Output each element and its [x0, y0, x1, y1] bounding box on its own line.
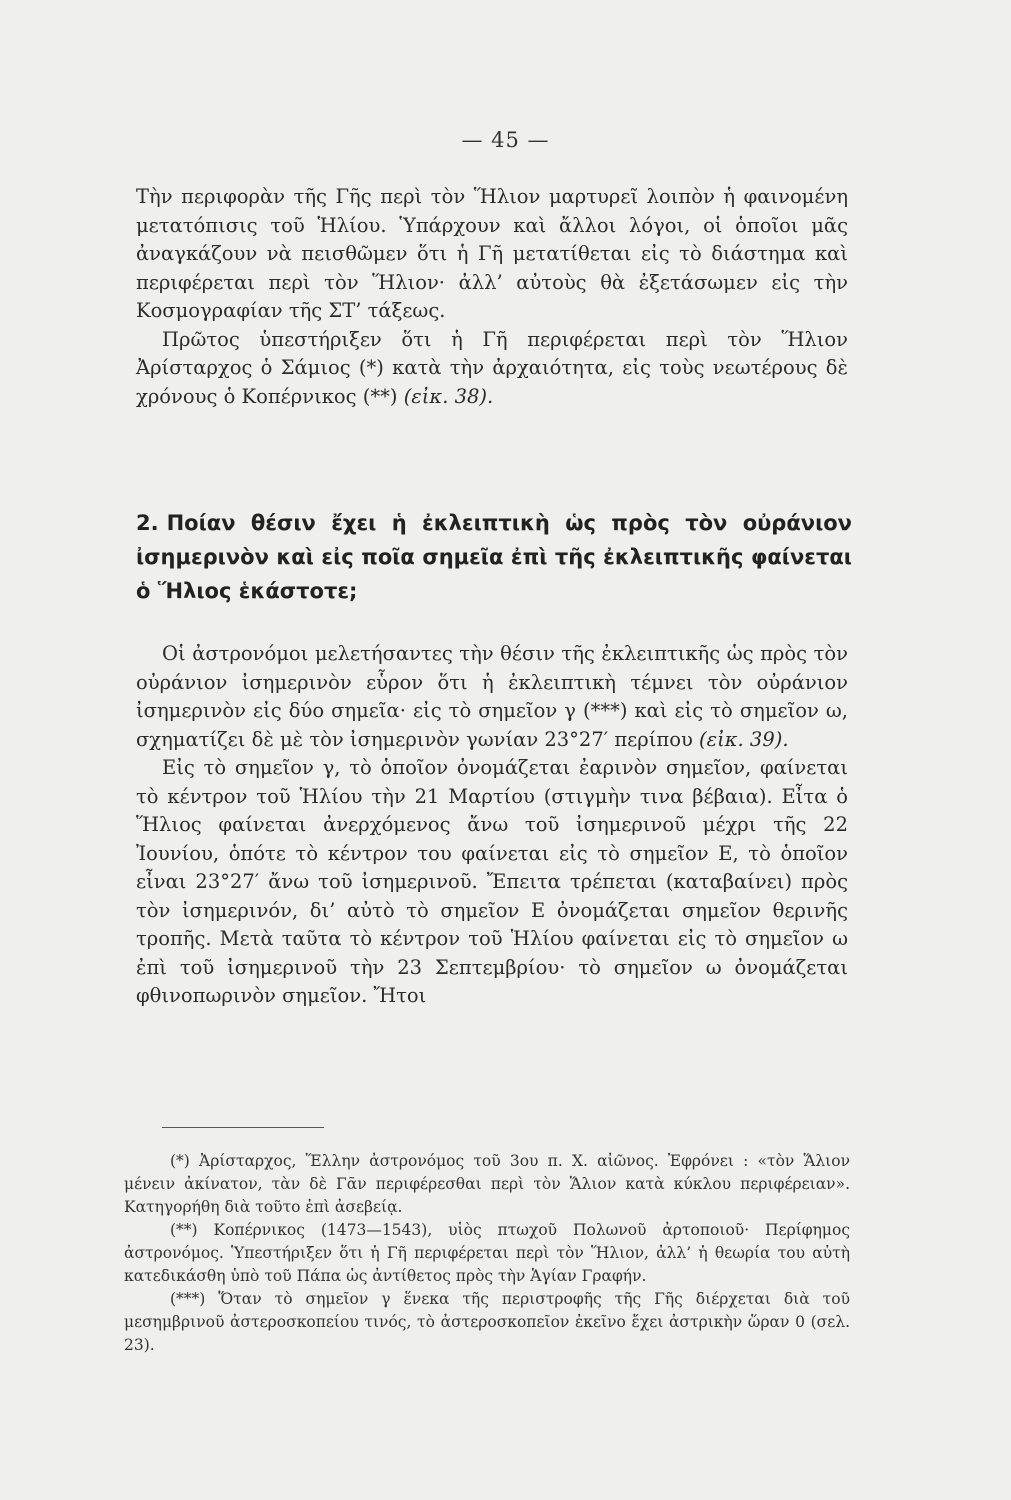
question-number: 2. [136, 511, 159, 535]
footnote-copernicus: (**) Κοπέρνικος (1473—1543), υἱὸς πτωχοῦ Πολωνοῦ ἀρτοποιοῦ· Περίφημος ἀστρονόμος. Ὑπεστήριξεν ὅτι ἡ Γῆ περιφέρεται περὶ τὸν Ἥλιον, ἀλλ’ ἡ θεωρία του αὐτὴ κατεδικάσθη ὑπὸ τοῦ Πάπα ὡς ἀντίθετος πρὸς τὴν Ἁγίαν Γραφήν. [124, 1221, 850, 1285]
figure-reference-39: (εἰκ. 39). [699, 727, 789, 751]
answer-paragraph-1 [136, 640, 848, 754]
footnote-divider [162, 1127, 324, 1128]
answer-paragraph-2: Εἰς τὸ σημεῖον γ, τὸ ὁποῖον ὀνομάζεται ἐαρινὸν σημεῖον, φαίνεται τὸ κέντρον τοῦ Ἡλίου τὴν 21 Μαρτίου (στιγμὴν τινα βέβαια). Εἶτα ὁ Ἥλιος φαίνεται ἀνερχόμενος ἄνω τοῦ ἰσημερινοῦ μέχρι τῆς 22 Ἰουνίου, ὁπότε τὸ κέντρον του φαίνεται εἰς τὸ σημεῖον Ε, τὸ ὁποῖον εἶναι 23°27′ ἄνω τοῦ ἰσημερινοῦ. Ἔπειτα τρέπεται (καταβαίνει) πρὸς τὸν ἰσημερινόν, δι’ αὐτὸ τὸ σημεῖον Ε ὀνομάζεται σημεῖον θερινῆς τροπῆς. Μετὰ ταῦτα τὸ κέντρον τοῦ Ἡλίου φαίνεται εἰς τὸ σημεῖον ω ἐπὶ τοῦ ἰσημερινοῦ τὴν 23 Σεπτεμβρίου· τὸ σημεῖον ω ὀνομάζεται φθινοπωρινὸν σημεῖον. Ἤτοι [136, 756, 848, 1007]
intro-paragraph-2 [136, 326, 848, 412]
question-text: Ποίαν θέσιν ἔχει ἡ ἐκλειπτικὴ ὡς πρὸς τὸν οὐράνιον ἰσημερινὸν καὶ εἰς ποῖα σημεῖα ἐπὶ τῆς ἐκλειπτικῆς φαίνεται ὁ Ἥλιος ἑκάστοτε; [136, 511, 852, 603]
intro-paragraph-1: Τὴν περιφορὰν τῆς Γῆς περὶ τὸν Ἥλιον μαρτυρεῖ λοιπὸν ἡ φαινομένη μετατόπισις τοῦ Ἡλίου. Ὑπάρχουν καὶ ἄλλοι λόγοι, οἱ ὁποῖοι μᾶς ἀναγκάζουν νὰ πεισθῶμεν ὅτι ἡ Γῆ μετατίθεται εἰς τὸ διάστημα καὶ περιφέρεται περὶ τὸν Ἥλιον· ἀλλ’ αὐτοὺς θὰ ἐξετάσωμεν εἰς τὴν Κοσμογραφίαν τῆς ΣΤ’ τάξεως. [136, 185, 848, 322]
answer-section [136, 640, 848, 1011]
figure-reference-38: (εἰκ. 38). [403, 384, 494, 408]
answer-paragraph-1-text: Οἱ ἀστρονόμοι μελετήσαντες τὴν θέσιν τῆς ἐκλειπτικῆς ὡς πρὸς τὸν οὐράνιον ἰσημερινὸν εὗρον ὅτι ἡ ἐκλειπτικὴ τέμνει τὸν οὐράνιον ἰσημερινὸν εἰς δύο σημεῖα· εἰς τὸ σημεῖον γ (***) καὶ εἰς τὸ σημεῖον ω, σχηματίζει δὲ μὲ τὸν ἰσημερινὸν γωνίαν 23°27′ περίπου [136, 642, 848, 751]
intro-paragraph-2-text: Πρῶτος ὑπεστήριξεν ὅτι ἡ Γῆ περιφέρεται περὶ τὸν Ἥλιον Ἀρίσταρχος ὁ Σάμιος (*) κατὰ τὴν ἀρχαιότητα, εἰς τοὺς νεωτέρους δὲ χρόνους ὁ Κοπέρνικος (**) [136, 327, 848, 408]
footnote-aristarchus: (*) Ἀρίσταρχος, Ἕλλην ἀστρονόμος τοῦ 3ου π. Χ. αἰῶνος. Ἐφρόνει : «τὸν Ἅλιον μένειν ἀκίνατον, τὰν δὲ Γᾶν περιφέρεσθαι περὶ τὸν Ἅλιον κατὰ κύκλου περιφέρειαν». Κατηγορήθη διὰ τοῦτο ἐπὶ ἀσεβείᾳ. [124, 1152, 850, 1216]
footnotes [124, 1150, 850, 1357]
intro-section [136, 183, 848, 411]
question-heading [136, 506, 852, 608]
footnote-vernal-point: (***) Ὅταν τὸ σημεῖον γ ἕνεκα τῆς περιστροφῆς τῆς Γῆς διέρχεται διὰ τοῦ μεσημβρινοῦ ἀστεροσκοπείου τινός, τὸ ἀστεροσκοπεῖον ἐκεῖνο ἔχει ἀστρικὴν ὥραν 0 (σελ. 23). [124, 1290, 850, 1354]
page-number: — 45 — [461, 128, 550, 152]
